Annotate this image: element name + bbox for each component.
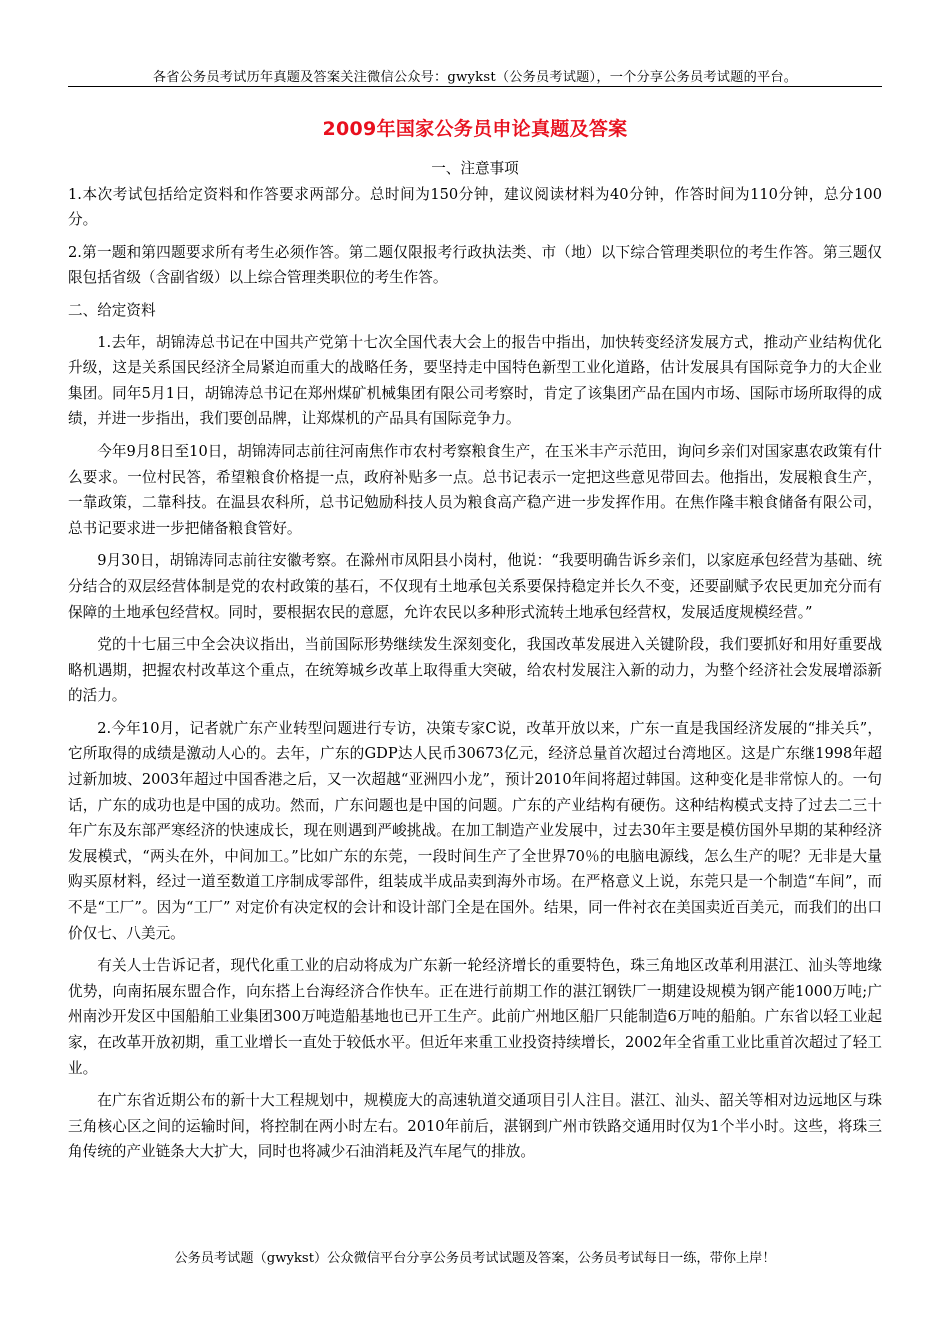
note-item: 1.本次考试包括给定资料和作答要求两部分。总时间为150分钟，建议阅读材料为40分钟，作答时间为110分钟，总分100分。	[68, 185, 882, 229]
page-title: 2009年国家公务员申论真题及答案	[322, 118, 628, 140]
material-paragraph: 9月30日，胡锦涛同志前往安徽考察。在滁州市凤阳县小岗村，他说：“我要明确告诉乡亲们，以家庭承包经营为基础、统分结合的双层经营体制是党的农村政策的基石，不仅现有土地承包关系要保持稳定并长久不变，还要副赋予农民更加充分而有保障的土地承包经营权。同时，要根据农民的意愿，允许农民以多种形式流转土地承包经营权，发展适度规模经营。”	[68, 552, 882, 621]
section-heading-materials: 二、给定资料	[68, 301, 156, 319]
material-paragraph: 有关人士告诉记者，现代化重工业的启动将成为广东新一轮经济增长的重要特色，珠三角地区改革利用湛江、汕头等地缘优势，向南拓展东盟合作，向东搭上台海经济合作快车。正在进行前期工作的湛江钢铁厂一期建设规模为钢产能1000万吨;广州南沙开发区中国船舶工业集团300万吨造船基地也已开工生产。此前广州地区船厂只能制造6万吨的船舶。广东省以轻工业起家，在改革开放初期，重工业增长一直处于较低水平。但近年来重工业投资持续增长，2002年全省重工业比重首次超过了轻工业。	[68, 957, 882, 1077]
header-note: 各省公务员考试历年真题及答案关注微信公众号：gwykst（公务员考试题），一个分享公务员考试题的平台。	[152, 70, 798, 85]
header-divider	[68, 86, 882, 87]
section-heading-notes: 一、注意事项	[431, 160, 519, 177]
note-item: 2.第一题和第四题要求所有考生必须作答。第二题仅限报考行政执法类、市（地）以下综合管理类职位的考生作答。第三题仅限包括省级（含副省级）以上综合管理类职位的考生作答。	[68, 243, 882, 287]
material-paragraph: 党的十七届三中全会决议指出，当前国际形势继续发生深刻变化，我国改革发展进入关键阶段，我们要抓好和用好重要战略机遇期，把握农村改革这个重点，在统筹城乡改革上取得重大突破，给农村发展注入新的动力，为整个经济社会发展增添新的活力。	[68, 636, 882, 705]
footer-note: 公务员考试题（gwykst）公众微信平台分享公务员考试试题及答案，公务员考试每日一练，带你上岸！	[174, 1251, 776, 1266]
material-paragraph: 1.去年，胡锦涛总书记在中国共产党第十七次全国代表大会上的报告中指出，加快转变经济发展方式，推动产业结构优化升级，这是关系国民经济全局紧迫而重大的战略任务，要坚持走中国特色新型工业化道路，估计发展具有国际竞争力的大企业集团。同年5月1日，胡锦涛总书记在郑州煤矿机械集团有限公司考察时，肯定了该集团产品在国内市场、国际市场所取得的成绩，并进一步指出，我们要创品牌，让郑煤机的产品具有国际竞争力。	[68, 333, 882, 428]
material-paragraph: 2.今年10月，记者就广东产业转型问题进行专访，决策专家C说，改革开放以来，广东一直是我国经济发展的“排关兵”，它所取得的成绩是激动人心的。去年，广东的GDP达人民币30673亿元，经济总量首次超过台湾地区。这是广东继1998年超过新加坡、2003年超过中国香港之后，又一次超越“亚洲四小龙”，预计2010年间将超过韩国。这种变化是非常惊人的。一句话，广东的成功也是中国的成功。然而，广东问题也是中国的问题。广东的产业结构有硬伤。这种结构模式支持了过去二三十年广东及东部严寒经济的快速成长，现在则遇到严峻挑战。在加工制造产业发展中，过去30年主要是模仿国外早期的某种经济发展模式，“两头在外，中间加工。”比如广东的东莞，一段时间生产了全世界70％的电脑电源线，怎么生产的呢？无非是大量购买原材料，经过一道至数道工序制成零部件，组装成半成品卖到海外市场。在严格意义上说，东莞只是一个制造“车间”，而不是“工厂”。因为“工厂” 对定价有决定权的会计和设计部门全是在国外。结果，同一件衬衣在美国卖近百美元，而我们的出口价仅七、八美元。	[68, 719, 882, 942]
material-paragraph: 今年9月8日至10日，胡锦涛同志前往河南焦作市农村考察粮食生产，在玉米丰产示范田，询问乡亲们对国家惠农政策有什么要求。一位村民答，希望粮食价格提一点，政府补贴多一点。总书记表示一定把这些意见带回去。他指出，发展粮食生产，一靠政策，二靠科技。在温县农科所，总书记勉励科技人员为粮食高产稳产进一步发挥作用。在焦作隆丰粮食储备有限公司，总书记要求进一步把储备粮食管好。	[68, 442, 882, 537]
document-body	[68, 156, 882, 1172]
material-paragraph: 在广东省近期公布的新十大工程规划中，规模庞大的高速轨道交通项目引人注目。湛江、汕头、韶关等相对边远地区与珠三角核心区之间的运输时间，将控制在两小时左右。2010年前后，湛钢到广州市铁路交通用时仅为1个半小时。这些，将珠三角传统的产业链条大大扩大，同时也将减少石油消耗及汽车尾气的排放。	[68, 1092, 882, 1161]
